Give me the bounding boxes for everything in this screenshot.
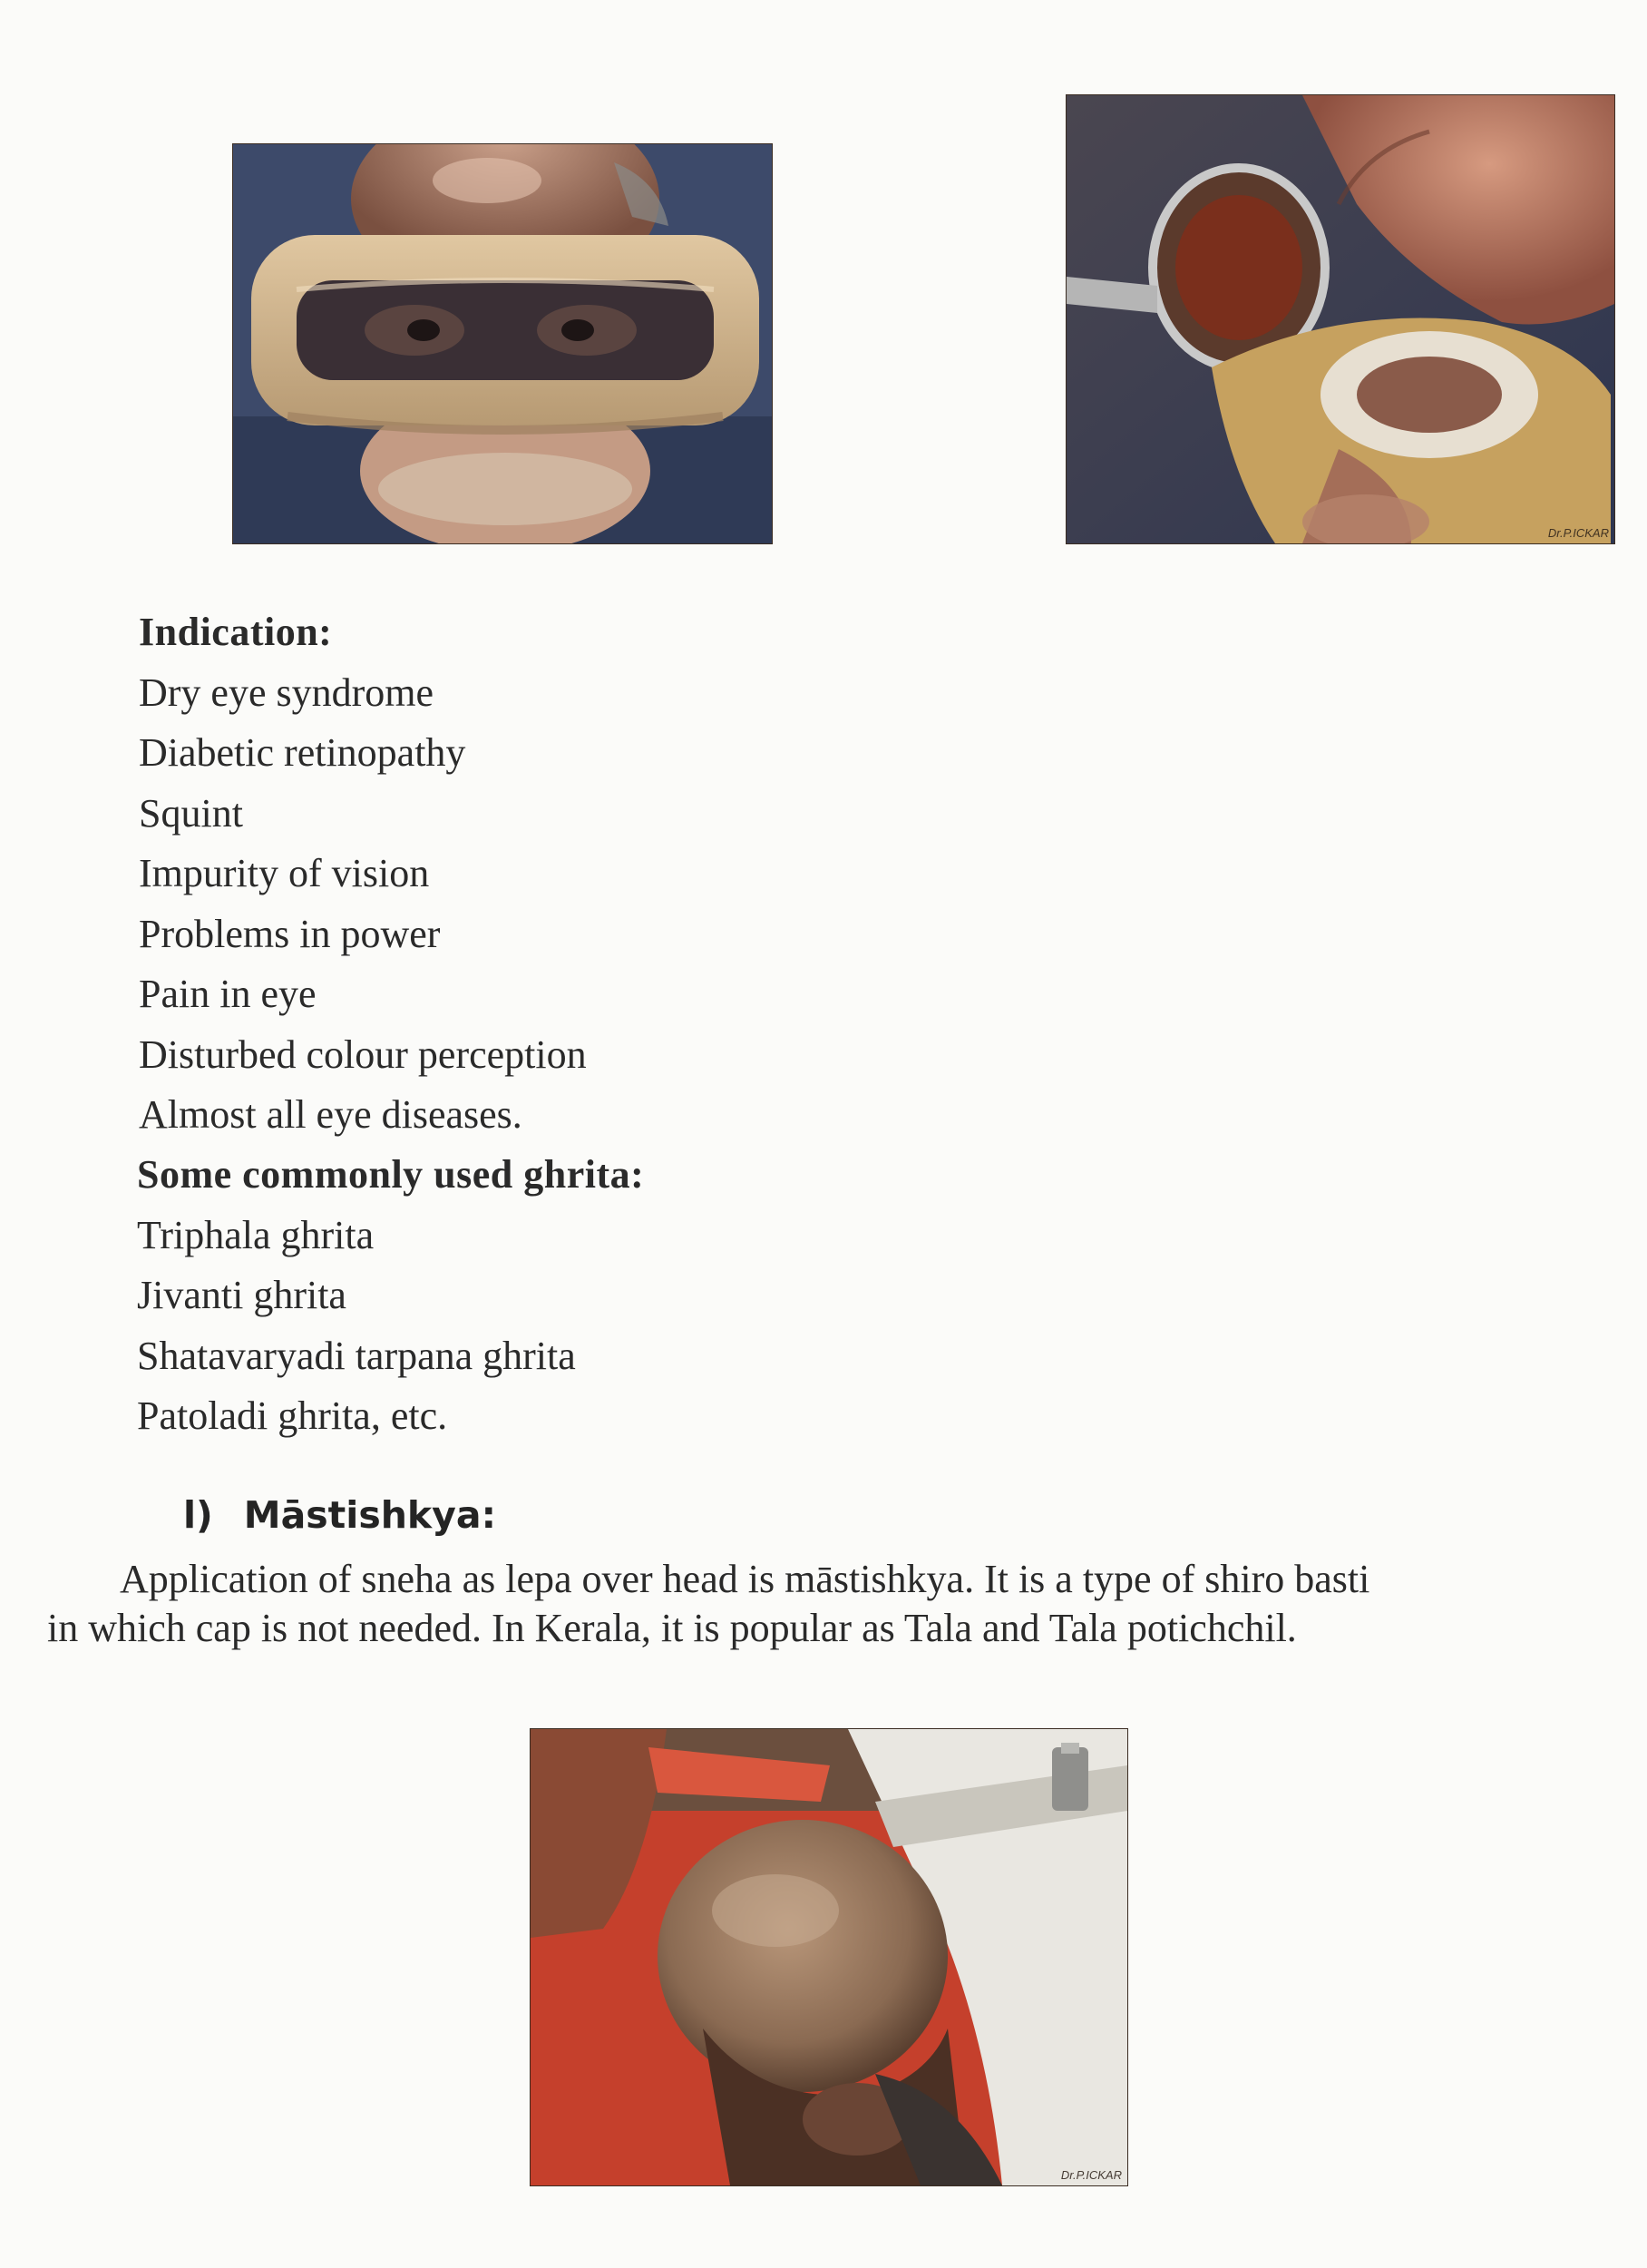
indication-item: Pain in eye xyxy=(139,972,317,1016)
indication-section xyxy=(139,602,587,1146)
ghrita-section xyxy=(137,1145,644,1447)
ghrita-heading: Some commonly used ghrita: xyxy=(137,1152,645,1197)
photo-eye-dough-dam-illustration xyxy=(233,144,772,543)
indication-item: Squint xyxy=(139,790,243,836)
paragraph-line: Application of sneha as lepa over head is māstishkya. It is a type of shiro basti xyxy=(120,1557,1370,1601)
indication-item: Disturbed colour perception xyxy=(139,1031,587,1077)
photo-mastishkya-head xyxy=(530,1728,1128,2186)
photo-ghee-pouring xyxy=(1066,94,1615,544)
ghrita-item: Triphala ghrita xyxy=(137,1212,375,1257)
paragraph-line: in which cap is not needed. In Kerala, it is popular as Tala and Tala potichchil. xyxy=(47,1606,1297,1650)
indication-heading: Indication: xyxy=(139,610,333,654)
photo-credit: Dr.P.ICKAR xyxy=(1060,2168,1122,2182)
indication-item: Dry eye syndrome xyxy=(139,670,434,715)
indication-item: Problems in power xyxy=(139,911,441,956)
indication-item: Impurity of vision xyxy=(139,851,430,895)
indication-item: Almost all eye diseases. xyxy=(139,1092,522,1137)
photo-ghee-pouring-illustration xyxy=(1067,95,1614,543)
indication-item: Diabetic retinopathy xyxy=(139,730,466,775)
section-number: l) xyxy=(183,1493,213,1537)
ghrita-item: Jivanti ghrita xyxy=(137,1273,346,1317)
section-heading xyxy=(183,1493,496,1537)
photo-eye-dough-dam xyxy=(232,143,773,544)
body-paragraph xyxy=(47,1555,1607,1653)
ghrita-item: Patoladi ghrita, etc. xyxy=(137,1393,448,1438)
photo-mastishkya-head-illustration xyxy=(531,1729,1127,2185)
ghrita-item: Shatavaryadi tarpana ghrita xyxy=(137,1333,576,1378)
section-title: Māstishkya: xyxy=(243,1493,496,1537)
photo-credit: Dr.P.ICKAR xyxy=(1547,526,1609,540)
